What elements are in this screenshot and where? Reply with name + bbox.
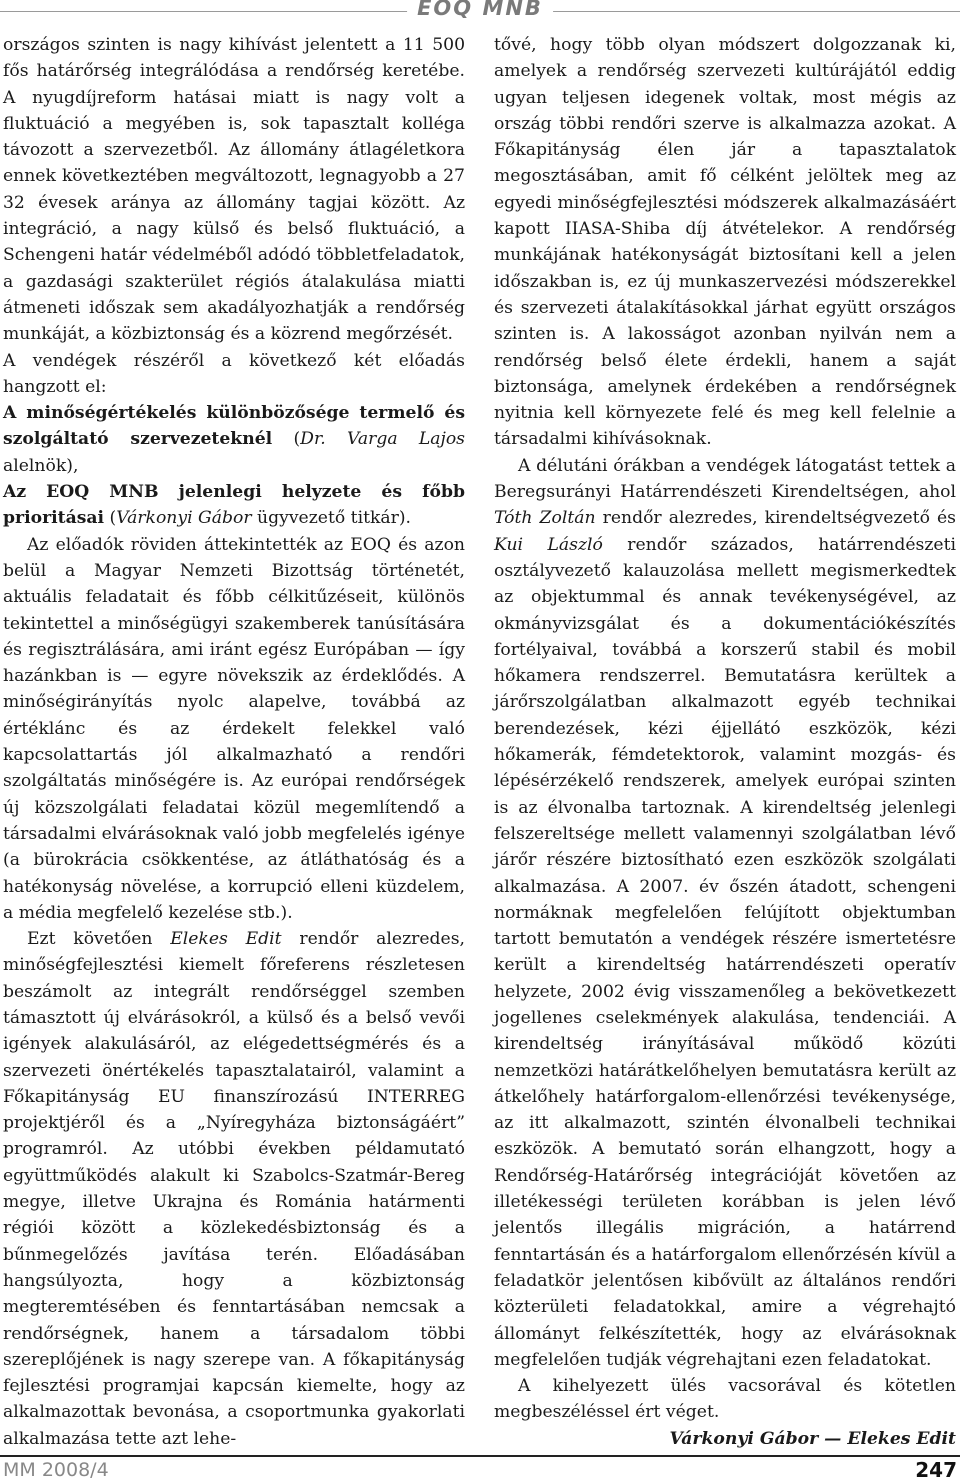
right-column — [494, 32, 956, 1452]
speaker-name: Várkonyi Gábor — [116, 508, 252, 529]
talk-title: Az EOQ MNB jelenlegi helyzete és főbb prioritásai — [3, 482, 465, 529]
paragraph — [494, 453, 956, 1373]
issue-label: MM 2008/4 — [3, 1459, 109, 1481]
person-name: Elekes Edit — [170, 929, 282, 950]
paragraph — [3, 926, 465, 1452]
text: rendőr százados, határrendészeti osztályvezető kalauzolása mellett megismerkedtek az objektummal és annak tevékenységével, az okmányvizsgálat és a dokumentációkészítés fortélyaival, továbbá a korszerű stabil és mobil hőkamera rendszerrel. Bemutatásra kerültek a járőrszolgálatban alkalmazott egyéb technikai berendezések, kézi éjjellátó eszközök, kézi hőkamerák, fémdetektorok, valamint mozgás- és lépésérzékelő rendszerek, amelyek európai szinten is az élvonalba tartoznak. A kirendeltség jelenlegi felszereltsége mellett valamennyi szolgálatban lévő járőr részére biztosítható ezen eszközök szolgálati alkalmazása. A 2007. év őszén átadott, schengeni normáknak megfelelően felújított objektumban tartott bemutatón a vendégek részére ismertetésre került a kirendeltség határrendészeti operatív helyzete, 2002 évig visszamenőleg a bekövetkezett jogellenes cselekmények alakulása, tendenciái. A kirendeltség irányításával működő közúti nemzetközi határátkelőhelyen bemutatásra került az átkelőhely határforgalom-ellenőrzési tevékenysége, az itt alkalmazott, szintén élvonalbeli technikai eszközök. A bemutató során elhangzott, hogy a Rendőrség-Határőrség integrációját követően az illetékességi területen korábban is jelen lévő jelentős illegális migráción, a határrend fenntartásán és a határforgalom ellenőrzésén kívül a feladatkör jelentősen kibővült az általános rendőri közterületi feladatokkal, amire a végrehajtó állományt felkészítették, hogy az elvárásoknak megfelelően tudják végrehajtani ezen feladatokat. — [494, 534, 956, 1370]
footer-rule — [0, 1455, 960, 1457]
talk-1 — [3, 400, 465, 479]
paren-open: ( — [272, 429, 301, 450]
paragraph: A vendégek részéről a következő két előadás hangzott el: — [3, 350, 465, 397]
page-footer — [0, 1455, 960, 1481]
speaker-role: alelnök), — [3, 455, 79, 476]
paragraph: A kihelyezett ülés vacsorával és kötetlen megbeszéléssel ért véget. — [494, 1376, 956, 1423]
page-header — [0, 0, 960, 24]
paragraph: Az előadók röviden áttekintették az EOQ és azon belül a Magyar Nemzeti Bizottság történetét, aktuális feladatait és főbb célkitűzéseit, különös tekintettel a minőségügyi szakemberek tanúsítására és regisztrálására, ami iránt egész Európában — így hazánkban is — egyre növekszik az érdeklődés. A minőségirányítás nyolc alapelve, továbbá az értéklánc és az érdekelt felekkel való kapcsolattartás jól alkalmazható a rendőri szolgáltatás minőségére is. Az európai rendőrségek új közszolgálati feladatai közül megemlítendő a társadalmi elvárásoknak való jobb megfelelés igénye (a bürokrácia csökkentése, az átláthatóság és a hatékonyság növelése, a korrupció elleni küzdelem, a média megfelelő kezelése stb.). — [3, 534, 465, 923]
paren-open: ( — [104, 508, 117, 529]
talk-2 — [3, 479, 465, 532]
running-head: EOQ MNB — [407, 0, 553, 20]
talk-title: A minőségértékelés különbözősége termelő és szolgáltató szervezeteknél — [3, 403, 465, 450]
speaker-name: Dr. Varga Lajos — [300, 429, 465, 450]
speaker-role: ügyvezető titkár). — [251, 508, 412, 529]
page-number: 247 — [915, 1458, 957, 1482]
paragraph: tővé, hogy több olyan módszert dolgozzanak ki, amelyek a rendőrség szervezeti kultúrájától eddig ugyan teljesen idegenek voltak, most mégis az ország többi rendőri szerve is alkalmazza azokat. A Főkapitányság élen jár a tapasztalatok megosztásában, amit fő célként jelöltek meg az egyedi minőségfejlesztési módszerek alkalmazásáért kapott IIASA-Shiba díj átvételekor. A rendőrség munkájának hatékonyságát biztosítani kell a jelen időszakban is, ez új munkaszervezési módszerekkel és szervezeti átalakításokkal járhat együtt országos szinten is. A lakosságot azonban nyilván nem a rendőrség belső élete érdekli, hanem a saját biztonsága, amelynek érdekében a rendőrségnek nyitnia kell környezete felé és meg kell felelnie a társadalmi kihívásoknak. — [494, 35, 956, 450]
signature: Várkonyi Gábor — Elekes Edit — [669, 1428, 956, 1449]
text: rendőr alezredes, minőségfejlesztési kiemelt főreferens részletesen beszámolt az integrált rendőrséggel szemben támasztott új elvárásokról, a külső és a belső vevői igények alakulásáról, az elégedettségmérés és a szervezeti önértékelés tapasztalatairól, valamint a Főkapitányság EU finanszírozású INTERREG projektjéről és a „Nyíregyháza biztonságáért” programról. Az utóbbi években példamutató együttműködés alakult ki Szabolcs-Szatmár-Bereg megye, illetve Ukrajna és Románia határmenti régiói között a közlekedésbiztonság és a bűnmegelőzés javítása terén. Előadásában hangsúlyozta, hogy a közbiztonság megteremtésében és fenntartásában nemcsak a rendőrségnek, hanem a társadalom többi szereplőjének is nagy szerepe van. A főkapitányság fejlesztési programjai kapcsán kiemelte, hogy az alkalmazottak bevonása, a csoportmunka gyakorlati alkalmazása tette azt lehe- — [3, 929, 465, 1449]
left-column — [3, 32, 465, 1452]
person-name: Kui László — [494, 534, 603, 555]
text: rendőr alezredes, kirendeltségvezető és — [595, 508, 956, 529]
text: Ezt követően — [27, 929, 171, 950]
person-name: Tóth Zoltán — [494, 508, 596, 529]
text: A délutáni órákban a vendégek látogatást tettek a Beregsurányi Határrendészeti Kirendeltségen, ahol — [494, 455, 956, 503]
paragraph: országos szinten is nagy kihívást jelentett a 11 500 fős határőrség integrálódása a rendőrség keretébe. A nyugdíjreform hatásai miatt is nagy volt a fluktuáció a megyében is, sok tapasztalt kolléga távozott a szervezetből. Az állomány átlagéletkora ennek következtében megváltozott, legnagyobb a 27 32 évesek aránya az állomány tagjai között. Az integráció, a nagy külső és belső fluktuáció, a Schengeni határ védelméből adódó többletfeladatok, a gazdasági szakterület régiós átalakulása miatti átmeneti időszak sem akadályozhatják a rendőrség munkáját, a közbiztonság és a közrend megőrzését. — [3, 35, 465, 345]
